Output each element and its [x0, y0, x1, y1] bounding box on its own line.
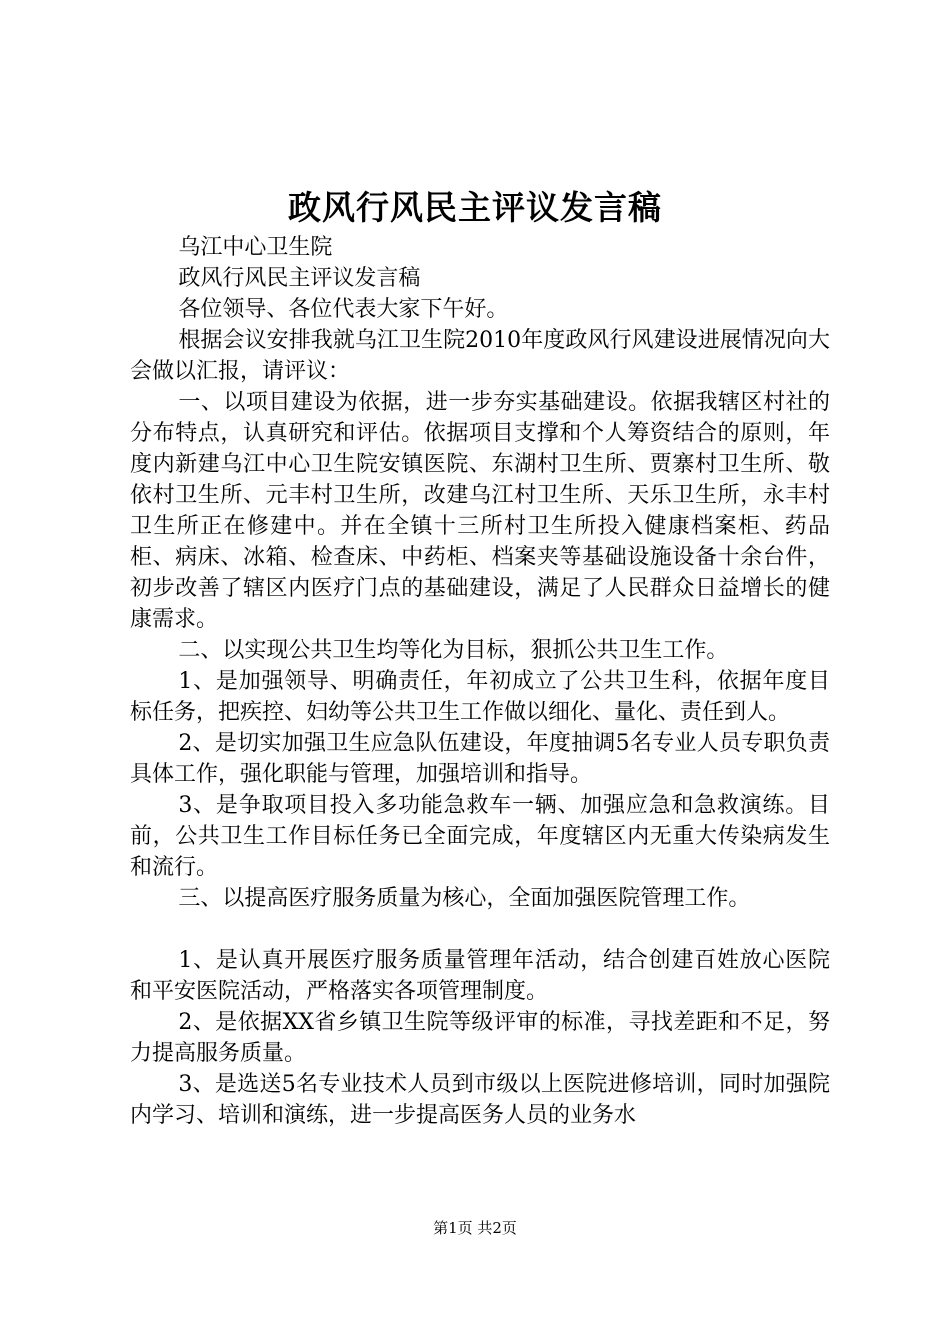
paragraph-section-2-item-1: 1、是加强领导、明确责任，年初成立了公共卫生科，依据年度目标任务，把疾控、妇幼等公共卫生工作做以细化、量化、责任到人。 — [130, 669, 830, 725]
paragraph-intro: 根据会议安排我就乌江卫生院2010年度政风行风建设进展情况向大会做以汇报，请评议： — [130, 328, 830, 384]
paragraph-section-3-item-3: 3、是选送5名专业技术人员到市级以上医院进修培训，同时加强院内学习、培训和演练，进一步提高医务人员的业务水 — [130, 1072, 830, 1128]
paragraph-section-2-item-2: 2、是切实加强卫生应急队伍建设，年度抽调5名专业人员专职负责具体工作，强化职能与管理，加强培训和指导。 — [130, 731, 830, 787]
page-footer: 第1页 共2页 — [433, 1219, 517, 1237]
document-body — [130, 232, 830, 1131]
paragraph-section-3-item-1: 1、是认真开展医疗服务质量管理年活动，结合创建百姓放心医院和平安医院活动，严格落实各项管理制度。 — [130, 948, 830, 1004]
paragraph-section-2-heading: 二、以实现公共卫生均等化为目标，狠抓公共卫生工作。 — [178, 638, 729, 663]
paragraph-subtitle: 政风行风民主评议发言稿 — [178, 266, 421, 291]
paragraph-section-3-heading: 三、以提高医疗服务质量为核心，全面加强医院管理工作。 — [178, 886, 751, 911]
paragraph-section-1: 一、以项目建设为依据，进一步夯实基础建设。依据我辖区村社的分布特点，认真研究和评估。依据项目支撑和个人筹资结合的原则，年度内新建乌江中心卫生院安镇医院、东湖村卫生所、贾寨村卫生所、敬依村卫生所、元丰村卫生所，改建乌江村卫生所、天乐卫生所，永丰村卫生所正在修建中。并在全镇十三所村卫生所投入健康档案柜、药品柜、病床、冰箱、检查床、中药柜、档案夹等基础设施设备十余台件，初步改善了辖区内医疗门点的基础建设，满足了人民群众日益增长的健康需求。 — [130, 390, 830, 632]
document-title: 政风行风民主评议发言稿 — [288, 188, 662, 227]
paragraph-greeting: 各位领导、各位代表大家下午好。 — [178, 297, 509, 322]
paragraph-organization: 乌江中心卫生院 — [178, 235, 333, 260]
paragraph-section-3-item-2: 2、是依据XX省乡镇卫生院等级评审的标准，寻找差距和不足，努力提高服务质量。 — [130, 1010, 830, 1066]
paragraph-section-2-item-3: 3、是争取项目投入多功能急救车一辆、加强应急和急救演练。目前，公共卫生工作目标任务已全面完成，年度辖区内无重大传染病发生和流行。 — [130, 793, 830, 880]
